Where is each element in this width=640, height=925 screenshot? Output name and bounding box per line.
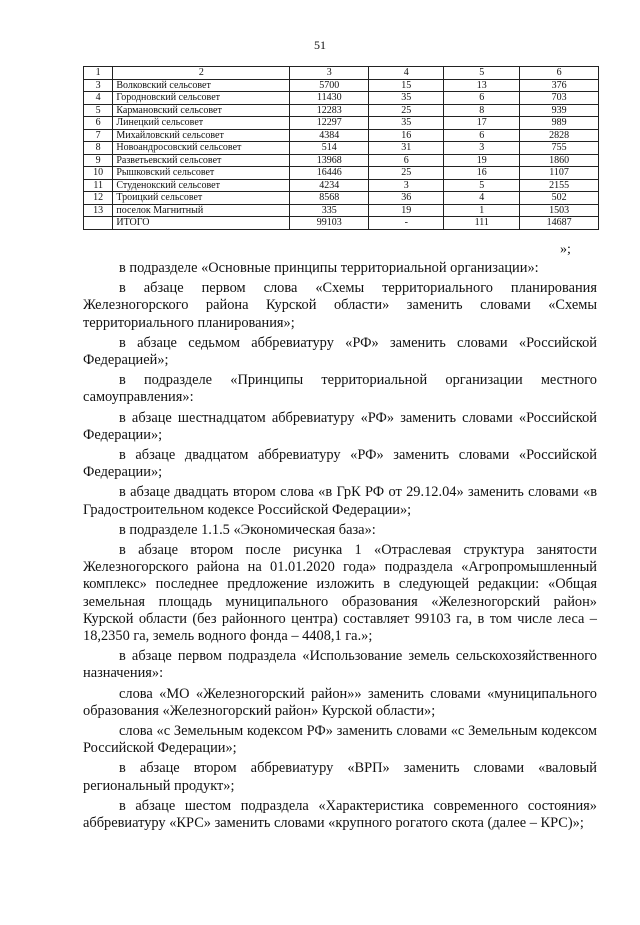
table-row [84,92,599,105]
table-cell: 939 [520,104,599,117]
table-cell: 16446 [290,167,369,180]
table-row [84,179,599,192]
paragraph: в абзаце шестнадцатом аббревиатуру «РФ» заменить словами «Российской Федерации»; [83,409,597,443]
paragraph: в абзаце втором аббревиатуру «ВРП» заменить словами «валовый региональный продукт»; [83,760,597,794]
table-cell: 5700 [290,79,369,92]
table-cell: 10 [84,167,113,180]
paragraph: в абзаце седьмом аббревиатуру «РФ» заменить словами «Российской Федерацией»; [83,334,597,369]
table-cell: 6 [444,92,520,105]
table-total-row [84,217,599,230]
table-cell: 13968 [290,154,369,167]
paragraph: в абзаце двадцатом аббревиатуру «РФ» заменить словами «Российской Федерации»; [83,447,597,481]
total-cell: 111 [444,217,520,230]
table-cell: 12297 [290,117,369,130]
table-cell: 2155 [520,179,599,192]
table-cell: 5 [84,104,113,117]
header-cell: 3 [290,67,369,80]
settlement-name-cell: Студенокский сельсовет [113,179,290,192]
settlement-name-cell: Линецкий сельсовет [113,117,290,130]
table-cell: 35 [369,117,444,130]
table-cell: 25 [369,104,444,117]
page-number: 51 [314,38,326,52]
table-row [84,117,599,130]
table-cell: 4234 [290,179,369,192]
settlement-name-cell: Новоандросовский сельсовет [113,142,290,155]
table-cell: 7 [84,129,113,142]
table-cell: 36 [369,192,444,205]
paragraph: в абзаце шестом подраздела «Характеристика современного состояния» аббревиатуру «КРС» заменить словами «крупного рогатого скота (далее – КРС)»; [83,797,597,832]
settlement-name-cell: Волковский сельсовет [113,79,290,92]
total-cell: 14687 [520,217,599,230]
table-cell: 8 [444,104,520,117]
header-cell: 1 [84,67,113,80]
table-cell: 16 [369,129,444,142]
table-cell: 9 [84,154,113,167]
table-cell: 16 [444,167,520,180]
table-row [84,104,599,117]
table-cell: 19 [444,154,520,167]
table-row [84,129,599,142]
paragraph: в подразделе «Основные принципы территориальной организации»: [119,260,539,276]
table-cell: 1 [444,204,520,217]
table-cell: 4 [84,92,113,105]
table-cell: 3 [84,79,113,92]
header-cell: 2 [113,67,290,80]
table-cell: 25 [369,167,444,180]
table-cell: 755 [520,142,599,155]
table-cell: 4384 [290,129,369,142]
table-cell: 13 [84,204,113,217]
settlement-name-cell: Троицкий сельсовет [113,192,290,205]
table-cell: 703 [520,92,599,105]
table-cell: 1503 [520,204,599,217]
data-table [83,66,599,230]
table-cell: 31 [369,142,444,155]
table-cell: 15 [369,79,444,92]
table-row [84,167,599,180]
total-label: ИТОГО [113,217,290,230]
table-cell: 12283 [290,104,369,117]
paragraph: в абзаце втором после рисунка 1 «Отраслевая структура занятости Железногорского района на 01.01.2020 года» подраздела «Агропромышленный комплекс» последнее предложение изложить в следующей редакции: «Общая земельная площадь муниципального образования «Железногорский район» Курской области (без районного центра) составляет 99103 га, в том числе леса – 18,2350 га, земель водного фонда – 4408,1 га.»; [83,542,597,645]
table-row [84,204,599,217]
paragraph: в абзаце первом подраздела «Использование земель сельскохозяйственного назначения»: [83,648,597,682]
header-cell: 6 [520,67,599,80]
settlement-name-cell: Городновский сельсовет [113,92,290,105]
table-row [84,154,599,167]
table-cell: 376 [520,79,599,92]
table-cell: 19 [369,204,444,217]
table-cell: 2828 [520,129,599,142]
settlement-name-cell: Разветьевский сельсовет [113,154,290,167]
document-body [83,260,597,835]
table-cell: 4 [444,192,520,205]
table-cell: 989 [520,117,599,130]
paragraph: в подразделе «Принципы территориальной организации местного самоуправления»: [83,372,597,406]
table-cell: 6 [84,117,113,130]
closing-quote: »; [560,242,571,257]
paragraph: в абзаце первом слова «Схемы территориального планирования Железногорского района Курской области» заменить словами «Схемы территориального планирования»; [83,280,597,331]
table-cell: 1107 [520,167,599,180]
table-cell: 17 [444,117,520,130]
table-cell: 5 [444,179,520,192]
table-cell: 12 [84,192,113,205]
paragraph: слова «с Земельным кодексом РФ» заменить словами «с Земельным кодексом Российской Федерации»; [83,723,597,757]
table-cell: 502 [520,192,599,205]
table-row [84,142,599,155]
table-cell: 335 [290,204,369,217]
settlement-name-cell: Михайловский сельсовет [113,129,290,142]
table-cell: 6 [444,129,520,142]
paragraph: в подразделе 1.1.5 «Экономическая база»: [119,521,376,538]
table-cell: 8 [84,142,113,155]
table-cell: 11430 [290,92,369,105]
table-cell: 3 [369,179,444,192]
settlement-name-cell: Кармановский сельсовет [113,104,290,117]
table-row [84,192,599,205]
table-cell: 6 [369,154,444,167]
table-row [84,79,599,92]
paragraph: слова «МО «Железногорский район»» заменить словами «муниципального образования «Железногорский район» Курской области»; [83,685,597,719]
table-cell: 3 [444,142,520,155]
table-header-row [84,67,599,80]
table-cell: 35 [369,92,444,105]
header-cell: 5 [444,67,520,80]
paragraph: в абзаце двадцать втором слова «в ГрК РФ от 29.12.04» заменить словами «в Градостроительном кодексе Российской Федерации»; [83,484,597,518]
header-cell: 4 [369,67,444,80]
table-cell: 8568 [290,192,369,205]
settlement-name-cell: Рышковский сельсовет [113,167,290,180]
total-cell [84,217,113,230]
total-cell: - [369,217,444,230]
table-cell: 11 [84,179,113,192]
settlement-name-cell: поселок Магнитный [113,204,290,217]
table-cell: 514 [290,142,369,155]
table-cell: 13 [444,79,520,92]
total-cell: 99103 [290,217,369,230]
table-cell: 1860 [520,154,599,167]
